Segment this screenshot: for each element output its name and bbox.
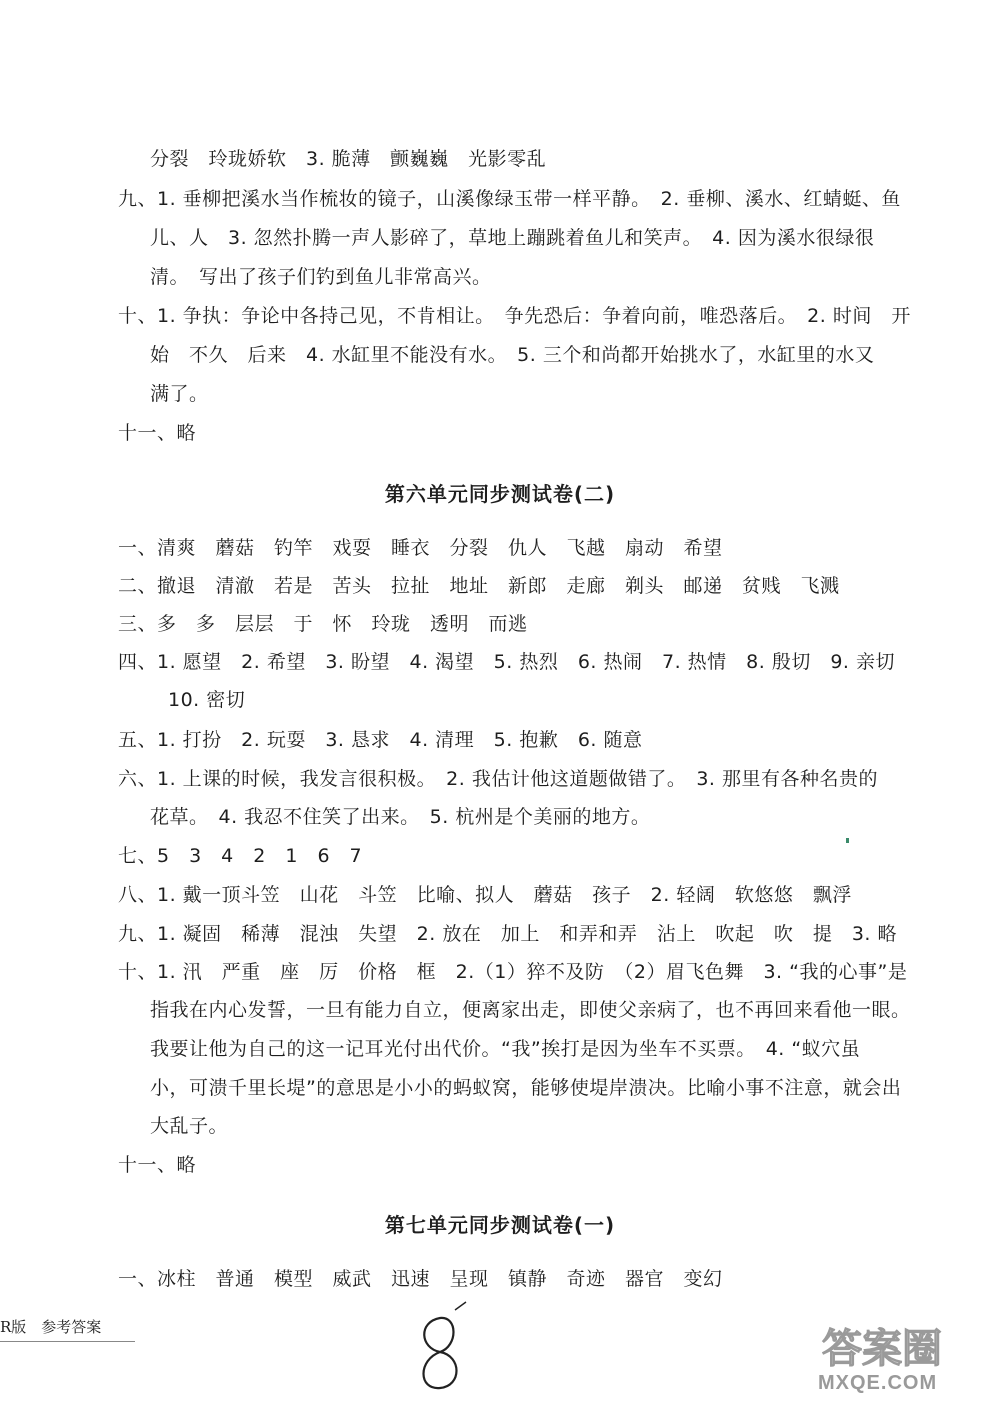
answer-line: 花草。 4. 我忍不住笑了出来。 5. 杭州是个美丽的地方。	[150, 806, 651, 828]
answer-line: 儿、人 3. 忽然扑腾一声人影碎了，草地上蹦跳着鱼儿和笑声。 4. 因为溪水很绿很	[150, 227, 875, 249]
answer-line: 分裂 玲珑娇软 3. 脆薄 颤巍巍 光影零乱	[150, 148, 547, 170]
answer-line: 清。 写出了孩子们钓到鱼儿非常高兴。	[150, 266, 492, 288]
answer-line: 十一、略	[118, 1154, 197, 1176]
answer-line: 大乱子。	[150, 1115, 229, 1137]
answer-line: 十一、略	[118, 422, 197, 444]
answer-line: 六、1. 上课的时候，我发言很积极。 2. 我估计他这道题做错了。 3. 那里有各种名贵的	[118, 768, 879, 790]
answer-line: 始 不久 后来 4. 水缸里不能没有水。 5. 三个和尚都开始挑水了，水缸里的水又	[150, 344, 875, 366]
answer-line: 一、清爽 蘑菇 钓竿 戏耍 睡衣 分裂 仇人 飞越 扇动 希望	[118, 537, 723, 559]
svg-text:答案圈: 答案圈	[822, 1326, 942, 1372]
answer-line: 七、5 3 4 2 1 6 7	[118, 845, 363, 867]
scan-mark	[846, 838, 849, 843]
answer-line: 四、1. 愿望 2. 希望 3. 盼望 4. 渴望 5. 热烈 6. 热闹 7. 热情 8. 殷切 9. 亲切	[118, 651, 896, 673]
answer-line: 二、撤退 清澈 若是 苦头 拉扯 地址 新郎 走廊 剃头 邮递 贫贱 飞溅	[118, 575, 840, 597]
answer-line: 指我在内心发誓，一旦有能力自立，便离家出走，即使父亲病了，也不再回来看他一眼。	[150, 999, 911, 1021]
footer-label: R版 参考答案	[0, 1318, 102, 1336]
answer-line: 一、冰柱 普通 模型 威武 迅速 呈现 镇静 奇迹 器官 变幻	[118, 1268, 723, 1290]
footer-rule	[0, 1341, 135, 1342]
answer-line: 九、1. 凝固 稀薄 混浊 失望 2. 放在 加上 和弄和弄 沾上 吹起 吹 提 3. 略	[118, 923, 898, 945]
answer-line: 十、1. 争执：争论中各持己见，不肯相让。 争先恐后：争着向前，唯恐落后。 2. 时间 开	[118, 305, 911, 327]
answer-line: 十、1. 汛 严重 座 厉 价格 框 2.（1）猝不及防 （2）眉飞色舞 3. “我的心事”是	[118, 961, 908, 983]
answer-line: 10. 密切	[168, 689, 246, 711]
answer-line: 九、1. 垂柳把溪水当作梳妆的镜子，山溪像绿玉带一样平静。 2. 垂柳、溪水、红蜻蜓、鱼	[118, 188, 901, 210]
answer-line: 八、1. 戴一顶斗笠 山花 斗笠 比喻、拟人 蘑菇 孩子 2. 轻阔 软悠悠 飘浮	[118, 884, 852, 906]
answer-line: 五、1. 打扮 2. 玩耍 3. 恳求 4. 清理 5. 抱歉 6. 随意	[118, 729, 643, 751]
handwritten-page-number	[400, 1300, 480, 1400]
answer-line: 满了。	[150, 383, 209, 405]
section-heading: 第六单元同步测试卷(二)	[384, 482, 616, 506]
answer-line: 我要让他为自己的这一记耳光付出代价。“我”挨打是因为坐车不买票。 4. “蚁穴虽	[150, 1038, 861, 1060]
watermark-url: MXQE.COM	[818, 1372, 938, 1394]
answer-line: 三、多 多 层层 于 怀 玲珑 透明 而逃	[118, 613, 528, 635]
section-heading: 第七单元同步测试卷(一)	[384, 1213, 616, 1237]
answer-line: 小，可溃千里长堤”的意思是小小的蚂蚁窝，能够使堤岸溃决。比喻小事不注意，就会出	[150, 1077, 902, 1099]
